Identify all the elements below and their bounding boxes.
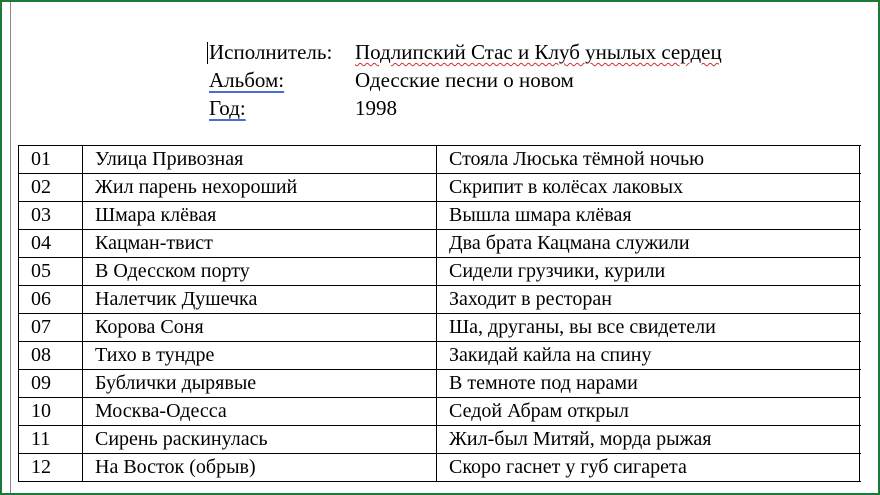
year-label: Год: bbox=[209, 96, 246, 120]
table-row bbox=[19, 454, 862, 482]
track-first-line[interactable]: Закидай кайла на спину bbox=[437, 342, 860, 370]
artist-label: Исполнитель: bbox=[209, 40, 333, 64]
track-title[interactable]: Москва-Одесса bbox=[83, 398, 437, 426]
table-edge-cell bbox=[860, 174, 862, 202]
table-row bbox=[19, 314, 862, 342]
table-edge-cell bbox=[860, 342, 862, 370]
track-first-line[interactable]: В темноте под нарами bbox=[437, 370, 860, 398]
table-row bbox=[19, 286, 862, 314]
table-edge-cell bbox=[860, 258, 862, 286]
track-number[interactable]: 07 bbox=[19, 314, 83, 342]
track-title[interactable]: Бублички дырявые bbox=[83, 370, 437, 398]
track-title[interactable]: Улица Привозная bbox=[83, 146, 437, 174]
table-edge-cell bbox=[860, 314, 862, 342]
album-label: Альбом: bbox=[209, 68, 285, 92]
table-edge-cell bbox=[860, 426, 862, 454]
track-title[interactable]: Кацман-твист bbox=[83, 230, 437, 258]
document-page bbox=[10, 2, 878, 493]
track-title[interactable]: Шмара клёвая bbox=[83, 202, 437, 230]
table-row bbox=[19, 342, 862, 370]
table-row bbox=[19, 370, 862, 398]
table-row bbox=[19, 174, 862, 202]
table-row bbox=[19, 202, 862, 230]
album-value[interactable]: Одесские песни о новом bbox=[355, 68, 574, 92]
album-header bbox=[209, 38, 722, 122]
table-edge-cell bbox=[860, 398, 862, 426]
track-number[interactable]: 01 bbox=[19, 146, 83, 174]
track-first-line[interactable]: Ша, друганы, вы все свидетели bbox=[437, 314, 860, 342]
track-first-line[interactable]: Жил-был Митяй, морда рыжая bbox=[437, 426, 860, 454]
table-edge-cell bbox=[860, 146, 862, 174]
track-first-line[interactable]: Седой Абрам открыл bbox=[437, 398, 860, 426]
table-edge-cell bbox=[860, 370, 862, 398]
track-table bbox=[18, 145, 861, 482]
track-first-line[interactable]: Скрипит в колёсах лаковых bbox=[437, 174, 860, 202]
track-first-line[interactable]: Скоро гаснет у губ сигарета bbox=[437, 454, 860, 482]
track-number[interactable]: 12 bbox=[19, 454, 83, 482]
track-number[interactable]: 08 bbox=[19, 342, 83, 370]
track-number[interactable]: 04 bbox=[19, 230, 83, 258]
track-title[interactable]: Налетчик Душечка bbox=[83, 286, 437, 314]
year-row bbox=[209, 94, 722, 122]
track-number[interactable]: 11 bbox=[19, 426, 83, 454]
track-title[interactable]: Жил парень нехороший bbox=[83, 174, 437, 202]
track-title[interactable]: На Восток (обрыв) bbox=[83, 454, 437, 482]
track-title[interactable]: Тихо в тундре bbox=[83, 342, 437, 370]
track-title[interactable]: В Одесском порту bbox=[83, 258, 437, 286]
track-number[interactable]: 06 bbox=[19, 286, 83, 314]
album-row bbox=[209, 66, 722, 94]
artist-value[interactable]: Подлипский Стас и Клуб унылых сердец bbox=[355, 40, 722, 64]
year-value[interactable]: 1998 bbox=[355, 96, 397, 120]
track-title[interactable]: Корова Соня bbox=[83, 314, 437, 342]
table-edge-cell bbox=[860, 230, 862, 258]
table-row bbox=[19, 398, 862, 426]
table-edge-cell bbox=[860, 286, 862, 314]
text-cursor bbox=[207, 42, 208, 64]
table-row bbox=[19, 230, 862, 258]
table-row bbox=[19, 426, 862, 454]
table-row bbox=[19, 258, 862, 286]
track-first-line[interactable]: Стояла Люська тёмной ночью bbox=[437, 146, 860, 174]
track-first-line[interactable]: Заходит в ресторан bbox=[437, 286, 860, 314]
track-first-line[interactable]: Вышла шмара клёвая bbox=[437, 202, 860, 230]
track-number[interactable]: 09 bbox=[19, 370, 83, 398]
table-edge-cell bbox=[860, 202, 862, 230]
track-number[interactable]: 02 bbox=[19, 174, 83, 202]
artist-row bbox=[209, 38, 722, 66]
track-first-line[interactable]: Два брата Кацмана служили bbox=[437, 230, 860, 258]
track-number[interactable]: 10 bbox=[19, 398, 83, 426]
track-first-line[interactable]: Сидели грузчики, курили bbox=[437, 258, 860, 286]
track-title[interactable]: Сирень раскинулась bbox=[83, 426, 437, 454]
table-row bbox=[19, 146, 862, 174]
table-edge-cell bbox=[860, 454, 862, 482]
track-number[interactable]: 03 bbox=[19, 202, 83, 230]
track-number[interactable]: 05 bbox=[19, 258, 83, 286]
